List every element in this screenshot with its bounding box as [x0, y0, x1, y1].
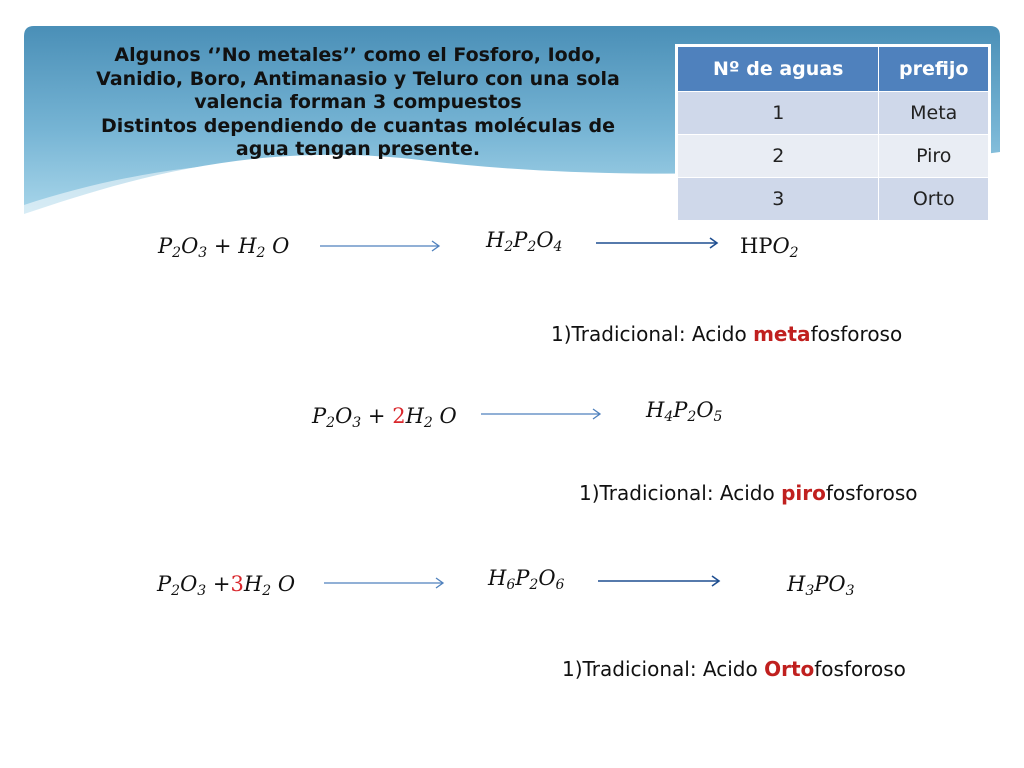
reaction-3-product-1 — [488, 566, 564, 593]
name-prefix: 1)Tradicional: Acido — [579, 481, 782, 505]
reaction-1-name — [551, 322, 902, 346]
formula-element: O — [772, 234, 790, 258]
reaction-3-name — [562, 657, 906, 681]
cell-aguas: 1 — [678, 92, 879, 135]
cell-prefijo: Meta — [879, 92, 989, 135]
reaction-arrow — [481, 405, 605, 423]
formula-element: H — [646, 398, 665, 422]
reaction-1-product-1 — [486, 228, 562, 255]
table-header-row — [678, 47, 989, 92]
formula-element: O — [536, 228, 554, 252]
reaction-3-product-2 — [787, 572, 855, 599]
formula-element: O — [538, 566, 556, 590]
formula-subscript: 2 — [256, 245, 266, 261]
reaction-2-reactants — [312, 404, 457, 431]
reaction-arrow — [324, 574, 448, 592]
formula-element: O — [696, 398, 714, 422]
formula-element: H — [243, 572, 263, 596]
title-line: Vanidio, Boro, Antimanasio y Teluro con una sola — [96, 67, 620, 90]
coefficient: 3 — [230, 572, 244, 596]
formula-subscript: 4 — [553, 239, 563, 255]
reaction-arrow — [598, 572, 724, 590]
formula-element: H — [405, 404, 424, 428]
cell-prefijo: Orto — [879, 178, 989, 221]
formula-element: O — [181, 234, 199, 258]
formula-subscript: 2 — [529, 577, 539, 593]
formula-element: P — [312, 404, 327, 428]
reaction-2-name — [579, 481, 918, 505]
formula-element: H — [238, 234, 257, 258]
table-row — [678, 135, 989, 178]
formula-element: O — [272, 234, 290, 258]
formula-subscript: 4 — [664, 409, 674, 425]
formula-subscript: 2 — [172, 245, 182, 261]
formula-subscript: 5 — [713, 409, 723, 425]
formula-element: H — [787, 572, 806, 596]
formula-element: HP — [740, 234, 773, 258]
formula-subscript: 3 — [845, 583, 855, 599]
name-highlight: meta — [753, 322, 811, 346]
title-line: Distintos dependiendo de cuantas moléculas de — [101, 114, 615, 137]
cell-prefijo: Piro — [879, 135, 989, 178]
table-row — [678, 92, 989, 135]
reaction-arrow — [320, 237, 444, 255]
formula-element: O — [180, 572, 198, 596]
reaction-1-reactants — [158, 234, 289, 261]
formula-element: P — [157, 572, 172, 596]
formula-subscript: 2 — [423, 415, 433, 431]
name-prefix: 1)Tradicional: Acido — [551, 322, 754, 346]
name-suffix: fosforoso — [814, 657, 906, 681]
formula-subscript: 3 — [197, 583, 207, 599]
formula-subscript: 3 — [805, 583, 815, 599]
formula-subscript: 2 — [687, 409, 697, 425]
cell-aguas: 2 — [678, 135, 879, 178]
formula-element: P — [814, 572, 829, 596]
formula-subscript: 2 — [504, 239, 514, 255]
reaction-1-product-2 — [740, 234, 799, 261]
name-highlight: piro — [781, 481, 826, 505]
formula-subscript: 2 — [789, 245, 799, 261]
title-line: Algunos ‘’No metales’’ como el Fosforo, Iodo, — [114, 44, 602, 66]
name-prefix: 1)Tradicional: Acido — [562, 657, 765, 681]
table-row — [678, 178, 989, 221]
name-highlight: Orto — [764, 657, 815, 681]
formula-element: P — [515, 566, 530, 590]
reaction-2-product-1 — [646, 398, 722, 425]
formula-subscript: 2 — [171, 583, 181, 599]
title-line: agua tengan presente. — [235, 138, 481, 160]
column-header-prefijo: prefijo — [879, 47, 989, 92]
formula-element: H — [488, 566, 507, 590]
plus-sign: + — [367, 404, 386, 428]
formula-element: P — [158, 234, 173, 258]
formula-subscript: 6 — [506, 577, 516, 593]
prefix-table — [677, 46, 989, 221]
formula-element: O — [277, 572, 296, 596]
formula-element: H — [486, 228, 505, 252]
column-header-aguas: Nº de aguas — [678, 47, 879, 92]
reaction-3-reactants — [157, 572, 295, 599]
formula-subscript: 2 — [527, 239, 537, 255]
slide-title — [78, 44, 638, 162]
reaction-arrow — [596, 234, 722, 252]
plus-sign: + — [212, 572, 231, 596]
title-line: valencia forman 3 compuestos — [194, 91, 522, 113]
name-suffix: fosforoso — [825, 481, 918, 505]
name-suffix: fosforoso — [810, 322, 903, 346]
formula-subscript: 2 — [262, 583, 272, 599]
formula-subscript: 3 — [352, 415, 362, 431]
formula-element: O — [439, 404, 457, 428]
formula-element: O — [828, 572, 846, 596]
cell-aguas: 3 — [678, 178, 879, 221]
formula-subscript: 6 — [555, 577, 565, 593]
formula-element: P — [673, 398, 688, 422]
formula-element: P — [513, 228, 528, 252]
plus-sign: + — [213, 234, 232, 258]
coefficient: 2 — [392, 404, 406, 428]
formula-subscript: 2 — [326, 415, 336, 431]
formula-element: O — [335, 404, 353, 428]
formula-subscript: 3 — [198, 245, 208, 261]
